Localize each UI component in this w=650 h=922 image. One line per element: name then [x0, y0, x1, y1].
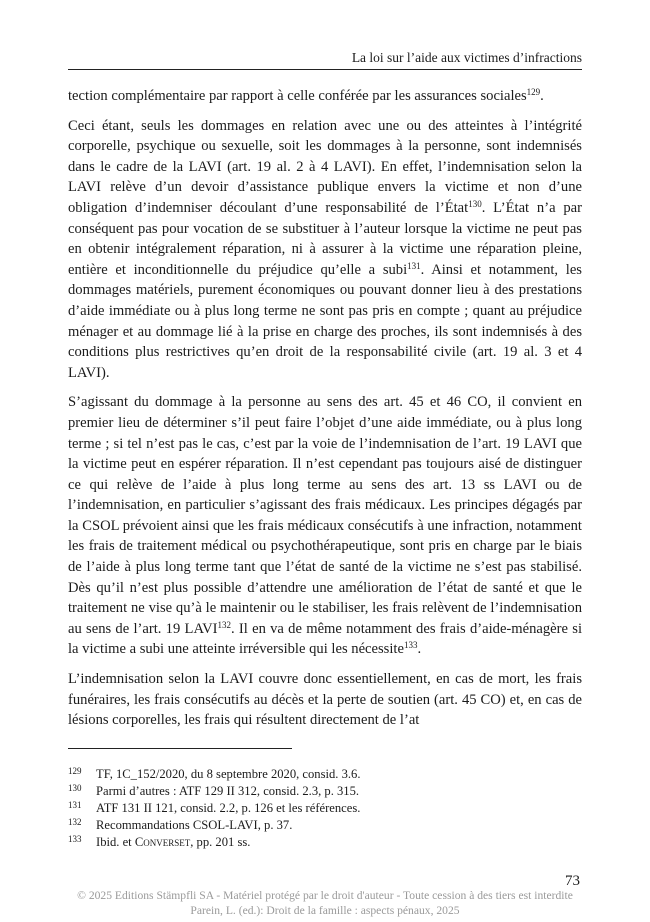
footnote-132: [68, 817, 582, 834]
paragraph-1: [68, 86, 582, 107]
footnote-ref-133[interactable]: 133: [403, 640, 418, 651]
footnote-number: 131: [68, 800, 82, 810]
footnote-text: Parmi d’autres : ATF 129 II 312, consid. 2.3, p. 315.: [96, 784, 360, 798]
footnote-number: 130: [68, 783, 82, 793]
footnote-129: [68, 766, 582, 783]
footnote-text-part: Ibid. et: [96, 835, 135, 849]
copyright-footer: [0, 888, 650, 918]
author-name: Converset: [134, 835, 191, 849]
paragraph-2: [68, 116, 582, 384]
paragraph-text: Ceci étant, seuls les dommages en relation avec une ou des atteintes à l’intégrité corporelle, psychique ou sexuelle, soit les dommages à la personne, sont indemnisés dans le cadre de la LAVI (art. 19 al. 2 à 4 LAVI). En effet, l’indemnisation selon la LAVI relève d’un devoir d’assistance publique envers la victime et non d’une obligation d’indemniser découlant d’une responsabilité de l’État: [68, 117, 582, 216]
footnote-ref-132[interactable]: 132: [217, 619, 232, 630]
paragraph-text: . Ainsi et notamment, les dommages matériels, purement économiques ou pouvant donner lieu à des prestations d’aide immédiate ou à plus long terme ne sont pas pris en compte ; quant au préjudice ménager et au dommage lié à la prise en charge des proches, ils sont indemnisés à des conditions plus restrictives qu’en droit de la responsabilité civile (art. 19 al. 3 et 4 LAVI).: [68, 261, 582, 381]
page-number: 73: [565, 873, 580, 889]
footnote-number: 133: [68, 834, 82, 844]
paragraph-3: [68, 392, 582, 660]
footnote-ref-131[interactable]: 131: [407, 260, 421, 271]
paragraph-text: . Il en va de même notamment des frais d’aide-ménagère si la victime a subi une atteinte irréversible qui les nécessite: [68, 620, 582, 658]
paragraph-text: .: [417, 641, 422, 658]
running-title: La loi sur l’aide aux victimes d’infractions: [351, 50, 582, 65]
footnote-divider: [68, 748, 292, 749]
footnotes: [68, 766, 582, 851]
paragraph-text: .: [540, 88, 544, 104]
body-text: [68, 86, 582, 740]
paragraph-4: [68, 669, 582, 731]
footnote-ref-130[interactable]: 130: [468, 198, 482, 209]
footnote-131: [68, 800, 582, 817]
footnote-text-part: , pp. 201 ss.: [190, 835, 251, 849]
footnote-133: [68, 834, 582, 851]
footnote-text: Recommandations CSOL-LAVI, p. 37.: [96, 818, 293, 832]
footnote-number: 132: [68, 817, 82, 827]
paragraph-text: L’indemnisation selon la LAVI couvre donc essentiellement, en cas de mort, les frais funéraires, les frais consécutifs au décès et la perte de soutien (art. 45 CO) et, en cas de lésions corporelles, les frais qui résultent directement de l’at: [68, 671, 582, 729]
citation-line: Parein, L. (ed.): Droit de la famille : aspects pénaux, 2025: [190, 904, 460, 917]
paragraph-text: tection complémentaire par rapport à celle conférée par les assurances sociales: [68, 88, 527, 104]
paragraph-text: S’agissant du dommage à la personne au sens des art. 45 et 46 CO, il convient en premier lieu de déterminer s’il peut faire l’objet d’une aide immédiate, ou à plus long terme ; si tel n’est pas le cas, c’est par la voie de l’indemnisation de l’art. 19 LAVI que la victime peut en espérer réparation. Il n’est cependant pas toujours aisé de distinguer ce qui relève de l’aide à plus long terme au sens des art. 13 ss LAVI ou de l’indemnisation, en particulier s’agissant des frais médicaux. Les principes dégagés par la CSOL prévoient ainsi que les frais médicaux consécutifs à une infraction, notamment les frais de traitement médical ou psychothérapeutique, sont pris en charge par le biais de l’aide à plus long terme tant que l’état de santé de la victime ne s’est pas stabilisé. Dès qu’il n’est plus possible d’attendre une amélioration de l’état de santé et que le traitement ne vise qu’à le maintenir ou le stabiliser, les frais relèvent de l’indemnisation au sens de l’art. 19 LAVI: [68, 394, 582, 637]
footnote-text: TF, 1C_152/2020, du 8 septembre 2020, consid. 3.6.: [96, 767, 361, 781]
footnote-text: ATF 131 II 121, consid. 2.2, p. 126 et les références.: [96, 801, 361, 815]
running-header: [68, 50, 582, 70]
copyright-notice: © 2025 Editions Stämpfli SA - Matériel protégé par le droit d'auteur - Toute cession à des tiers est interdite: [77, 889, 573, 902]
footnote-text: [96, 834, 250, 851]
footnote-ref-129[interactable]: 129: [526, 87, 541, 97]
footnote-number: 129: [68, 766, 82, 776]
paragraph-text: . L’État n’a par conséquent pas pour vocation de se substituer à l’auteur lorsque la victime ne peut pas en obtenir intégralement réparation, ni à assurer à la victime une réparation pleine, entière et inconditionnelle du préjudice qu’elle a subi: [68, 199, 582, 278]
footnote-130: [68, 783, 582, 800]
